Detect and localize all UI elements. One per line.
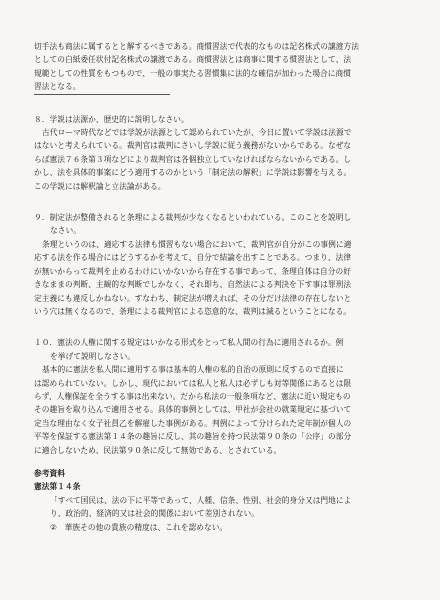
text-line: 定主義にも違反しかねない。すなわち、制定法が増えれば、その分だけ法律の存在しないと bbox=[34, 293, 352, 303]
text-line: らば憲法７６条第３項などにより裁判官は各個独立していなければならないからである。し bbox=[34, 154, 352, 164]
text-line: 古代ローマ時代などでは学説が法源として認められていたが、今日に置いて学説は法源で bbox=[42, 128, 352, 138]
question-9 bbox=[34, 211, 410, 318]
text-line bbox=[34, 80, 410, 94]
spacer bbox=[34, 318, 410, 328]
reference-subtitle: 憲法第１４条 bbox=[34, 482, 81, 492]
text-line: は認められていない。しかし、現代においては私人と私人は必ずしも対等関係にあるとは限 bbox=[34, 378, 352, 388]
text-line: 応する法を作る場合にはどうするかを考えて、自分で結論を出すことである。つまり、法律 bbox=[34, 253, 352, 263]
text-line: としての白紙委任状付記名株式の譲渡である。商慣習法とは商事に関する慣習法として、法 bbox=[34, 55, 352, 65]
text-line: きなままの判断、主観的な判断でしかなく、それ即ち、自然法による判決を下す事は罪刑法 bbox=[34, 280, 352, 290]
text-line: かし、法を具体的事案にどう適用するのかという「制定法の解釈」に学説は影響を与える。 bbox=[34, 168, 352, 178]
text-line: はないと考えられている。裁判官は裁判にさいし学説に従う義務がないからである。なぜな bbox=[34, 141, 352, 151]
reference-section bbox=[34, 467, 410, 494]
text-line: 平等を保証する憲法第１４条の趣旨に反し、其の趣旨を持つ民法第９０条の「公序」の部分 bbox=[34, 432, 352, 442]
text-line: り、政治的、経済的又は社会的関係において差別されない。 bbox=[50, 509, 259, 519]
intro-paragraph bbox=[34, 40, 410, 95]
text-line: 条理というのは、適応する法律も慣習もない場合において、裁判官が自分がこの事例に適 bbox=[42, 239, 352, 249]
question-heading: なさい。 bbox=[50, 226, 81, 236]
text-line: この学説には解釈論と立法論がある。 bbox=[34, 181, 166, 191]
text-line: 規範としての性質をもつもので、一般の事実たる習慣集に法的な確信が加わった場合に商慣 bbox=[34, 68, 352, 78]
question-heading: ８．学説は法源か、歴史的に説明しなさい。 bbox=[34, 114, 189, 124]
question-heading: ９．制定法が整備されると条理による裁判が少なくなるといわれている。このことを説明し bbox=[34, 213, 352, 223]
text-line: いう穴は無くなるので、条理による裁判官による恣意的な、裁判は減るということになる。 bbox=[34, 306, 352, 316]
text-line: 基本的に憲法を私人間に適用する事は基本的人権の私的自治の原則に反するので直接に bbox=[42, 365, 344, 375]
reference-title: 参考資料 bbox=[34, 468, 65, 478]
question-heading: １０．憲法の人権に関する規定はいかなる形式をとって私人間の行為に適用されるか。例 bbox=[34, 338, 344, 348]
spacer bbox=[34, 193, 410, 203]
text-line: に適合しないため、民法第９０条に反して無効である、とされている。 bbox=[34, 445, 282, 455]
text-line: その趣旨を取り込んで適用させる。具体的事例としては、甲社が会社の就業規定に基づいて bbox=[34, 405, 352, 415]
text-line: ② 華族その他の貴族の精度は、これを認めない。 bbox=[50, 522, 228, 532]
text-line: 切手法も商法に属するとと解するべきである。商慣習法で代表的なものは記名株式の譲渡方法 bbox=[34, 42, 359, 51]
question-8 bbox=[34, 113, 410, 193]
question-heading: を挙げて説明しなさい。 bbox=[50, 351, 136, 361]
underlined-text: 習法となる。 bbox=[34, 80, 170, 94]
text-line: 定当な理由なく女子社員乙を解雇した事例がある。判例によって分けられた定年制が個人の bbox=[34, 418, 352, 428]
text-line: 「すべて国民は、法の下に平等であって、人種、信条、性別、社会的身分又は門地によ bbox=[50, 495, 352, 505]
spacer bbox=[34, 95, 410, 105]
text-line: らず、人権保証を全うする事は出来ない。だから私法の一般条項など、憲法に近い規定もの bbox=[34, 391, 351, 401]
question-10 bbox=[34, 336, 410, 457]
reference-text bbox=[34, 494, 410, 534]
text-line: が無いからって裁判を止めるわけにいかないから存在する事であって、条理自体は自分の好 bbox=[34, 266, 352, 276]
